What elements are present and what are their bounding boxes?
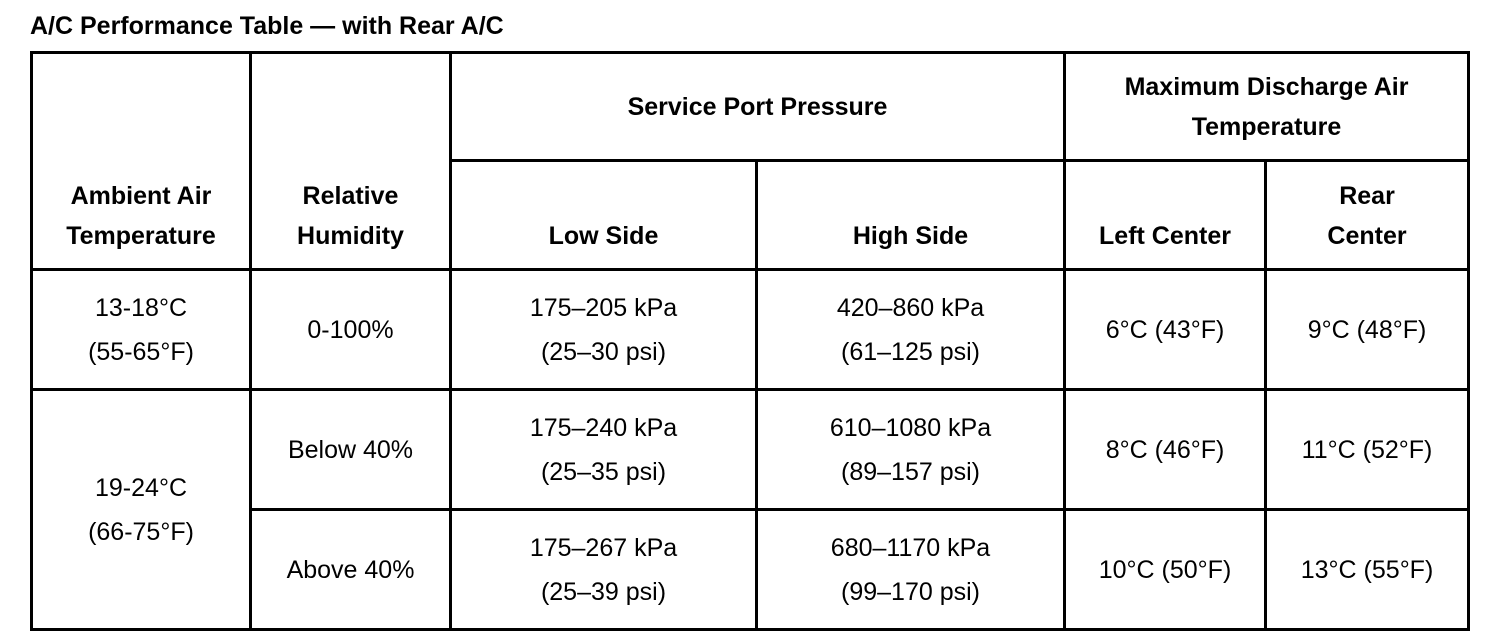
- header-low-side-label: Low Side: [548, 222, 659, 250]
- header-humidity-line-1: Relative: [302, 182, 399, 210]
- cell-high-side: [757, 270, 1065, 390]
- header-rear-center-line-2: Center: [1327, 222, 1407, 250]
- cell-low-side-kpa: 175–205 kPa: [529, 293, 678, 322]
- header-left-center: [1065, 161, 1266, 270]
- header-ambient-air-temperature: [32, 53, 251, 270]
- cell-low-side-kpa: 175–240 kPa: [529, 413, 678, 442]
- cell-high-side-kpa: 610–1080 kPa: [829, 413, 992, 442]
- cell-humidity: 0-100%: [251, 270, 451, 390]
- cell-low-side-psi: (25–35 psi): [540, 457, 667, 486]
- cell-low-side-psi: (25–30 psi): [540, 337, 667, 366]
- header-ambient-line-2: Temperature: [66, 222, 216, 250]
- cell-high-side: [757, 390, 1065, 510]
- cell-high-side-kpa: 420–860 kPa: [836, 293, 985, 322]
- cell-high-side-psi: (61–125 psi): [841, 337, 980, 366]
- cell-high-side-psi: (89–157 psi): [841, 457, 980, 486]
- cell-humidity: Above 40%: [251, 510, 451, 630]
- header-low-side: [451, 161, 757, 270]
- header-max-discharge-line-2: Temperature: [1191, 112, 1342, 141]
- table-title: A/C Performance Table — with Rear A/C: [30, 12, 504, 40]
- header-max-discharge-air-temperature: [1065, 53, 1469, 161]
- cell-high-side: [757, 510, 1065, 630]
- header-high-side-label: High Side: [852, 222, 969, 250]
- cell-left-center: 8°C (46°F): [1065, 390, 1266, 510]
- cell-ambient: [32, 270, 251, 390]
- cell-high-side-kpa: 680–1170 kPa: [830, 533, 991, 562]
- cell-rear-center: 9°C (48°F): [1266, 270, 1469, 390]
- table-row: [32, 390, 1469, 510]
- cell-ambient-fahrenheit: (66-75°F): [88, 517, 194, 546]
- cell-left-center: 6°C (43°F): [1065, 270, 1266, 390]
- cell-ambient-fahrenheit: (55-65°F): [88, 337, 194, 366]
- header-service-port-pressure: [451, 53, 1065, 161]
- header-rear-center-line-1: Rear: [1339, 182, 1395, 210]
- header-high-side: [757, 161, 1065, 270]
- cell-high-side-psi: (99–170 psi): [841, 577, 980, 606]
- cell-low-side: [451, 270, 757, 390]
- header-max-discharge-line-1: Maximum Discharge Air: [1124, 72, 1409, 101]
- cell-ambient: [32, 390, 251, 630]
- cell-low-side: [451, 390, 757, 510]
- cell-rear-center: 11°C (52°F): [1266, 390, 1469, 510]
- cell-ambient-celsius: 19-24°C: [95, 473, 187, 502]
- cell-low-side-psi: (25–39 psi): [540, 577, 667, 606]
- cell-humidity: Below 40%: [251, 390, 451, 510]
- cell-low-side-kpa: 175–267 kPa: [529, 533, 678, 562]
- ac-performance-table: [30, 51, 1470, 631]
- header-service-port-label: Service Port Pressure: [627, 92, 888, 121]
- header-relative-humidity: [251, 53, 451, 270]
- header-rear-center: [1266, 161, 1469, 270]
- cell-ambient-celsius: 13-18°C: [95, 293, 187, 322]
- table-row: [32, 270, 1469, 390]
- cell-rear-center: 13°C (55°F): [1266, 510, 1469, 630]
- header-row-top: [32, 53, 1469, 161]
- header-left-center-label: Left Center: [1099, 222, 1231, 250]
- header-humidity-line-2: Humidity: [297, 222, 404, 250]
- header-ambient-line-1: Ambient Air: [70, 182, 212, 210]
- cell-left-center: 10°C (50°F): [1065, 510, 1266, 630]
- cell-low-side: [451, 510, 757, 630]
